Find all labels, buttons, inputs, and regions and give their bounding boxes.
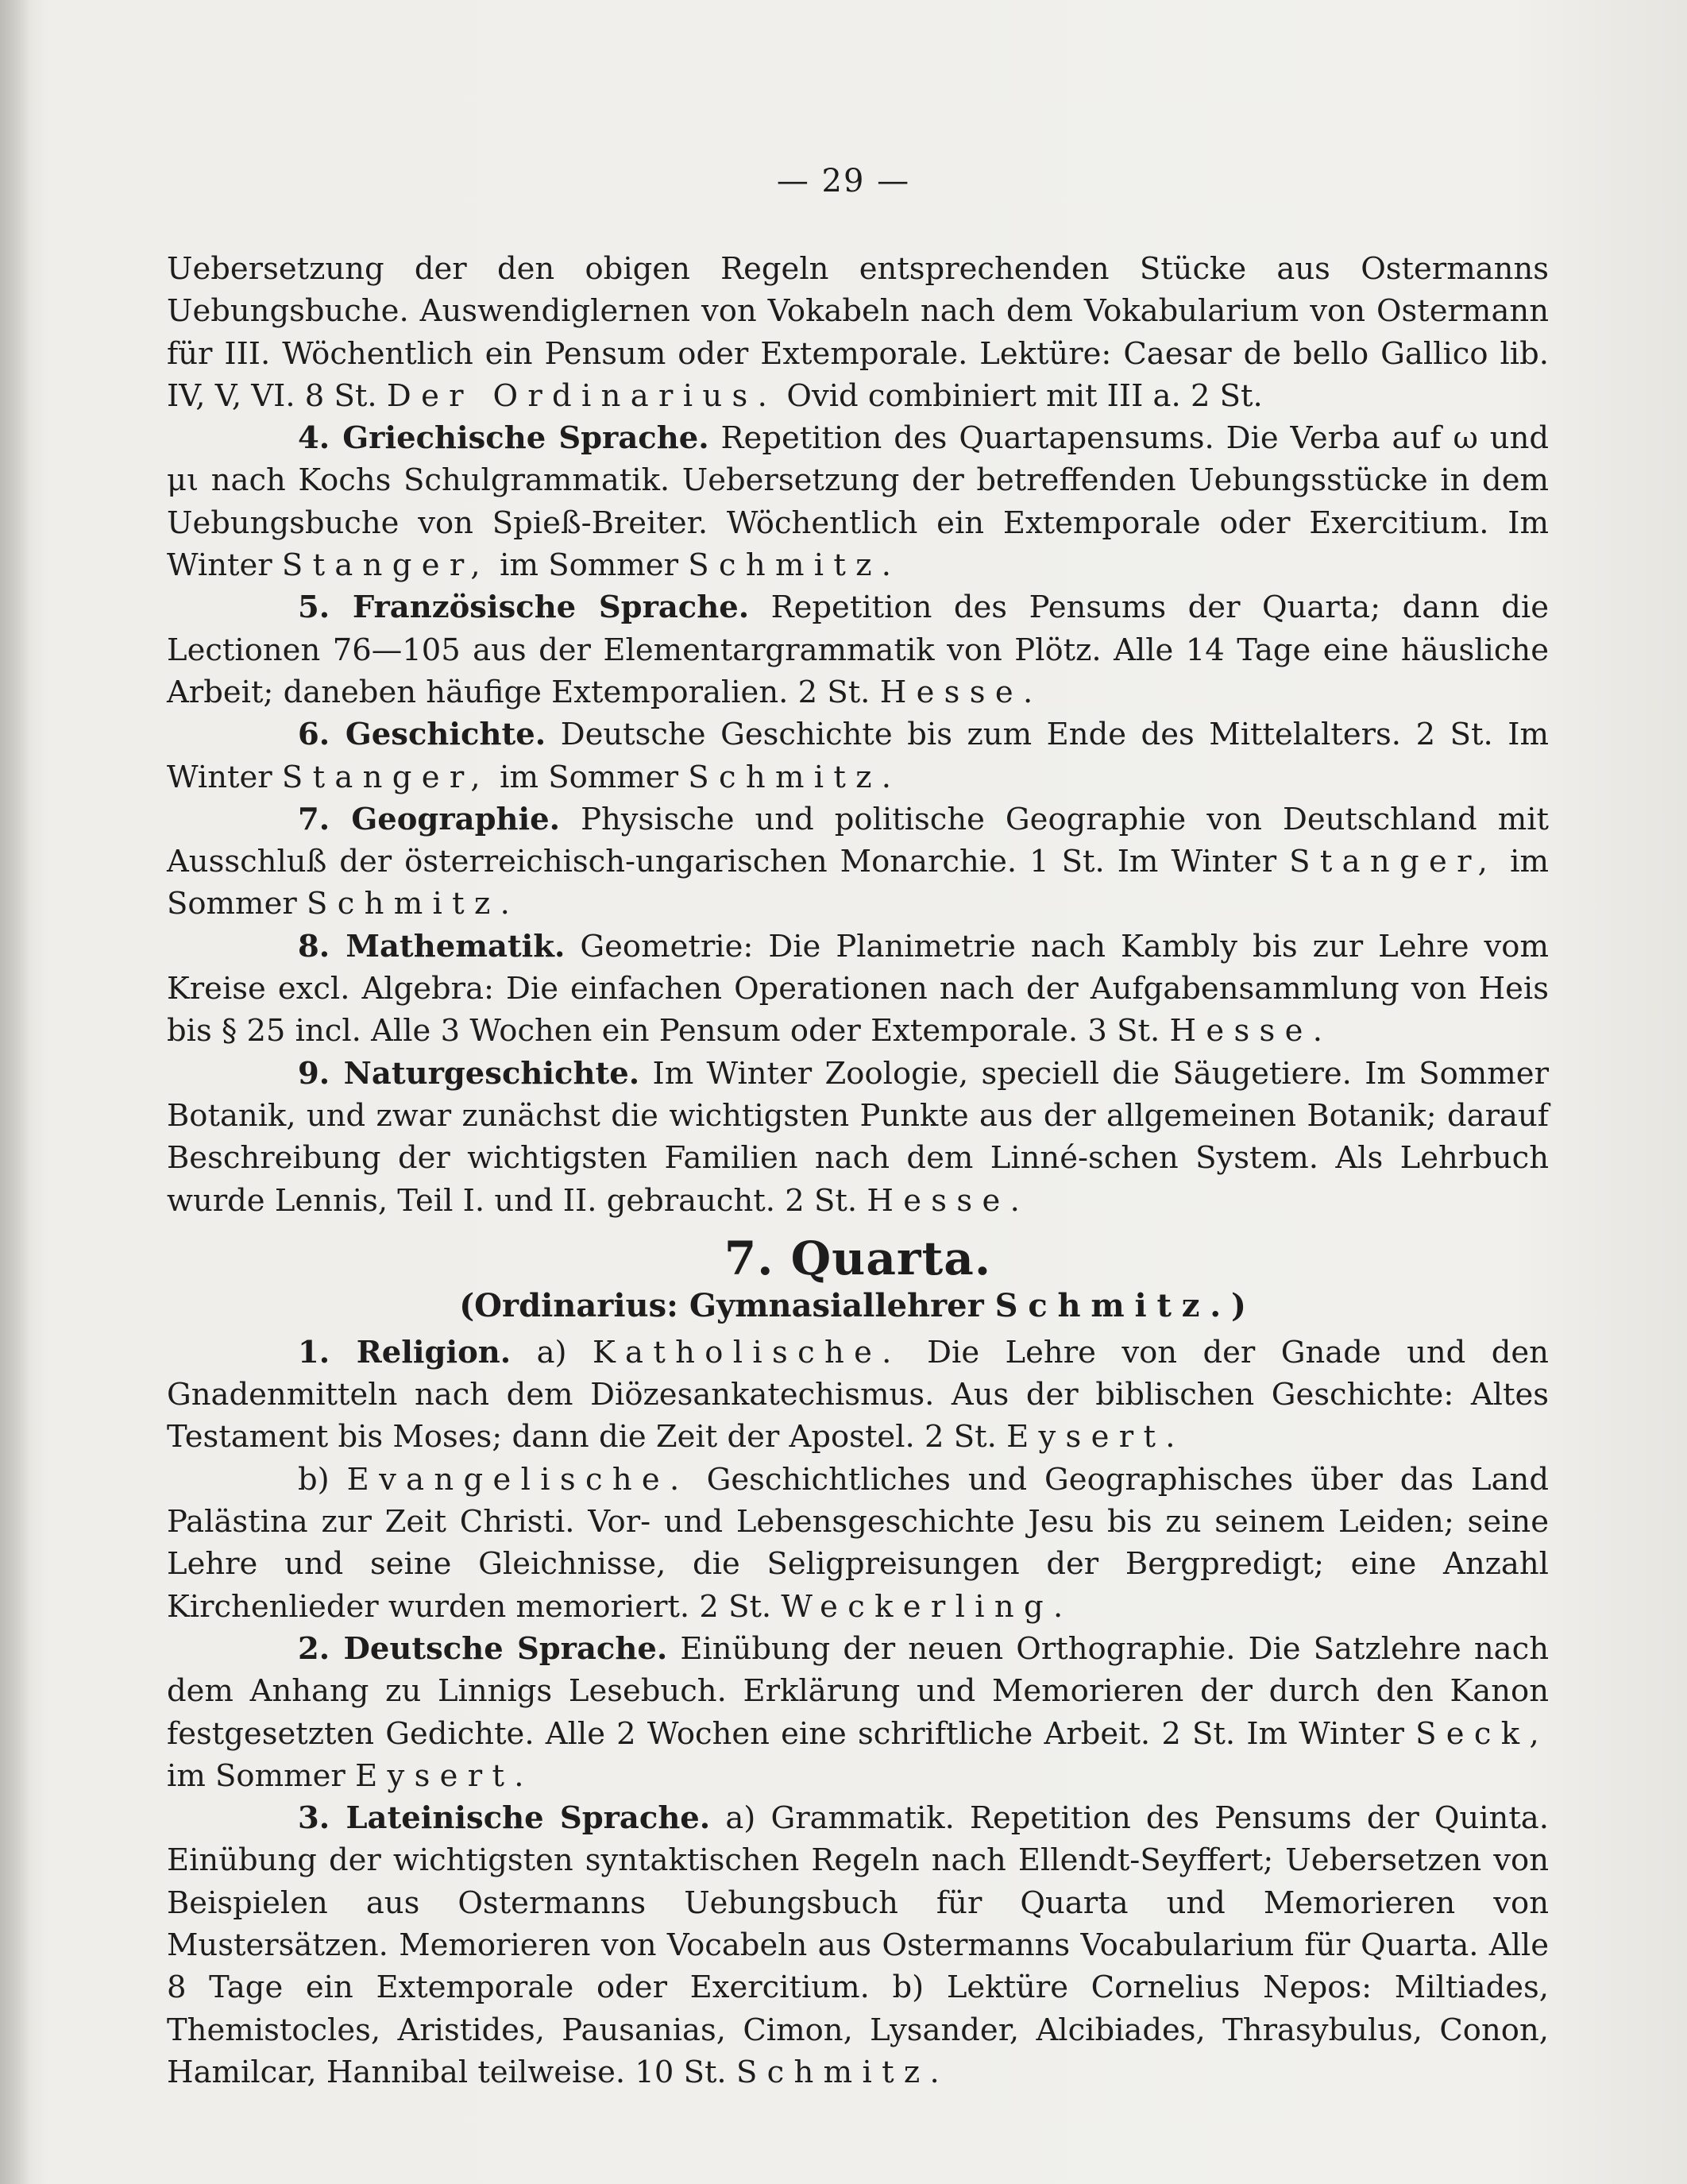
teacher-name: Schmitz. — [307, 886, 520, 922]
teacher-name: Seck, — [1415, 1715, 1549, 1752]
teacher-name: Stanger, — [1289, 844, 1498, 880]
subject-text: Repetition des Pensums der Quarta; dann die Lectionen 76—105 aus der Elementargrammatik von Plötz. Alle 14 Tage eine häusliche Arbeit; daneben häufige Extemporalien. 2 St. — [167, 589, 1550, 710]
section-ordinarius-name: Schmitz.) — [994, 1286, 1257, 1324]
subject-text: Geometrie: Die Planimetrie nach Kambly bis zur Lehre vom Kreise excl. Algebra: Die einfachen Operationen nach der Aufgabensammlung von Heis bis § 25 incl. Alle 3 Wochen ein Pensum oder Extemporale. 3 St. — [167, 928, 1549, 1049]
intro-paragraph — [167, 248, 1549, 417]
subject-text: b) Lektüre Cornelius Nepos: Miltiades, Themistocles, Aristides, Pausanias, Cimon, Lysander, Alcibiades, Thrasybulus, Conon, Hamilcar, Hannibal teilweise. 10 St. — [167, 1969, 1549, 2090]
subject-text: Physische und politische Geographie von Deutschland mit Ausschluß der österreichisch-ungarischen Monarchie. 1 St. Im Winter — [167, 801, 1550, 880]
subject-text: Die Lehre von der Gnade und den Gnadenmitteln nach dem Diözesankatechismus. Aus der biblischen Geschichte: Altes Testament bis Moses; dann die Zeit der Apostel. 2 St. — [167, 1334, 1549, 1455]
subject-griechisch — [167, 417, 1549, 586]
teacher-name: Hesse. — [1169, 1013, 1333, 1049]
teacher-name: Schmitz. — [688, 759, 901, 795]
confession-label: Katholische. — [592, 1334, 901, 1370]
body-text — [167, 248, 1549, 2093]
subject-text: im Sommer — [167, 844, 1549, 922]
subject-geschichte — [167, 713, 1549, 798]
section-subtitle-text: (Ordinarius: Gymnasiallehrer — [459, 1286, 984, 1324]
teacher-name: Stanger, — [281, 547, 490, 584]
subject-heading: 9. Naturgeschichte. — [298, 1055, 640, 1092]
religion-a-label: a) — [536, 1334, 567, 1370]
section-title: 7. Quarta. — [724, 1231, 992, 1285]
subject-franzoesisch — [167, 586, 1549, 713]
teacher-name: Weckerling. — [781, 1588, 1073, 1625]
subject-heading: 1. Religion. — [298, 1334, 512, 1370]
subject-geographie — [167, 798, 1549, 926]
teacher-name: Eysert. — [1006, 1419, 1185, 1455]
subject-text: Repetition des Quartapensums. Die Verba auf ω und μι nach Kochs Schulgrammatik. Uebersetzung der betreffenden Uebungsstücke in dem Uebungsbuche von Spieß-Breiter. Wöchentlich ein Extemporale oder Exercitium. Im Winter — [167, 420, 1550, 584]
subject-text: im Sommer — [167, 1757, 346, 1794]
intro-ovid: Ovid combiniert mit III a. 2 St. — [786, 377, 1263, 414]
subject-deutsch — [167, 1628, 1549, 1797]
subject-heading: 8. Mathematik. — [298, 928, 566, 964]
subject-religion — [167, 1332, 1549, 1459]
teacher-name: Eysert. — [355, 1757, 534, 1794]
teacher-name: Schmitz. — [735, 2054, 950, 2090]
subject-text: im Sommer — [500, 547, 678, 584]
subject-text: im Sommer — [500, 759, 678, 795]
subject-text: Geschichtliches und Geographisches über das Land Palästina zur Zeit Christi. Vor- und Lebensgeschichte Jesu bis zu seinem Leiden; seine Lehre und seine Gleichnisse, die Seligpreisungen der Bergpredigt; eine Anzahl Kirchenlieder wurden memoriert. 2 St. — [167, 1461, 1549, 1625]
religion-b-label: b) — [298, 1461, 330, 1498]
confession-label: Evangelische. — [346, 1461, 689, 1498]
subject-latein — [167, 1797, 1549, 2093]
section-subtitle — [167, 1284, 1549, 1328]
teacher-name: Schmitz. — [688, 547, 901, 584]
subject-text: Einübung der neuen Orthographie. Die Satzlehre nach dem Anhang zu Linnigs Lesebuch. Erklärung und Memorieren der durch den Kanon festgesetzten Gedichte. Alle 2 Wochen eine schriftliche Arbeit. 2 St. Im Winter — [167, 1630, 1549, 1752]
subject-heading: 7. Geographie. — [298, 801, 561, 837]
subject-religion-b — [167, 1459, 1549, 1628]
subject-heading: 6. Geschichte. — [298, 717, 546, 753]
page-number: — 29 — — [776, 163, 911, 199]
subject-heading: 3. Lateinische Sprache. — [298, 1800, 711, 1837]
subject-heading: 2. Deutsche Sprache. — [298, 1630, 668, 1667]
binding-shadow — [0, 0, 30, 2184]
subject-heading: 4. Griechische Sprache. — [298, 420, 709, 457]
subject-naturgeschichte — [167, 1053, 1549, 1222]
subject-heading: 5. Französische Sprache. — [298, 589, 750, 626]
subject-text: Deutsche Geschichte bis zum Ende des Mittelalters. 2 St. Im Winter — [167, 717, 1549, 795]
subject-text: Im Winter Zoologie, speciell die Säugetiere. Im Sommer Botanik, und zwar zunächst die wichtigsten Punkte aus der allgemeinen Botanik; darauf Beschreibung der wichtigsten Familien nach dem Linné-schen System. Als Lehrbuch wurde Lennis, Teil I. und II. gebraucht. 2 St. — [167, 1055, 1549, 1219]
intro-ordinarius: Der Ordinarius. — [386, 377, 778, 414]
subject-text: a) Grammatik. Repetition des Pensums der Quinta. Einübung der wichtigsten syntaktischen Regeln nach Ellendt-Seyffert; Uebersetzen von Beispielen aus Ostermanns Uebungsbuch für Quarta und Memorieren von Mustersätzen. Memorieren von Vocabeln aus Ostermanns Vocabularium für Quarta. Alle 8 Tage ein Extemporale oder Exercitium. — [167, 1800, 1549, 2006]
teacher-name: Hesse. — [867, 1182, 1030, 1219]
subject-mathematik — [167, 926, 1549, 1053]
teacher-name: Stanger, — [281, 759, 490, 795]
intro-text: Uebersetzung der den obigen Regeln entsprechenden Stücke aus Ostermanns Uebungsbuche. Auswendiglernen von Vokabeln nach dem Vokabularium von Ostermann für III. Wöchentlich ein Pensum oder Extemporale. Lektüre: Caesar de bello Gallico lib. IV, V, VI. 8 St. — [167, 251, 1549, 414]
teacher-name: Hesse. — [879, 674, 1043, 710]
